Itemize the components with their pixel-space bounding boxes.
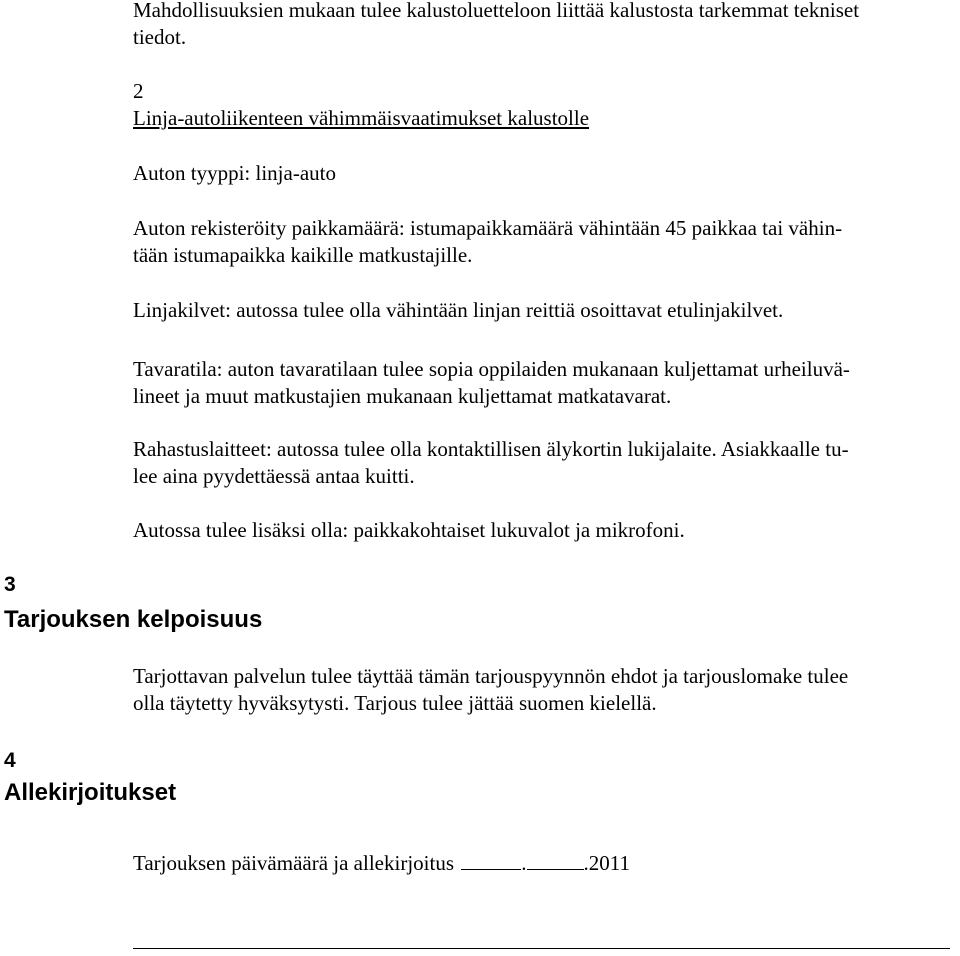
payment-devices-line-2: lee aina pyydettäessä antaa kuitti. [133,464,415,488]
date-signature-label: Tarjouksen päivämäärä ja allekirjoitus [133,851,454,875]
date-separator: . [521,851,527,875]
eligibility-line-1: Tarjottavan palvelun tulee täyttää tämän tarjouspyynnön ehdot ja tarjouslomake tulee [133,664,849,688]
seat-capacity-line-2: tään istumapaikka kaikille matkustajille. [133,243,473,267]
subsection-title: Linja-autoliikenteen vähimmäisvaatimukset kalustolle [133,106,590,130]
section-4-number: 4 [4,749,16,772]
section-3-title: Tarjouksen kelpoisuus [4,606,263,633]
signature-line[interactable] [133,948,950,949]
subsection-number: 2 [133,79,144,103]
route-signs-paragraph: Linjakilvet: autossa tulee olla vähintään linjan reittiä osoittavat etulinjakilvet. [133,298,784,322]
section-3-number: 3 [4,573,16,596]
section-4-title: Allekirjoitukset [4,779,177,806]
seat-capacity-line-1: Auton rekisteröity paikkamäärä: istumapaikkamäärä vähintään 45 paikkaa tai vähin- [133,216,843,240]
intro-line-2: tiedot. [133,25,187,49]
vehicle-type-paragraph: Auton tyyppi: linja-auto [133,161,336,185]
additional-equipment-paragraph: Autossa tulee lisäksi olla: paikkakohtaiset lukuvalot ja mikrofoni. [133,518,685,542]
date-month-blank[interactable] [527,851,584,870]
eligibility-line-2: olla täytetty hyväksytysti. Tarjous tulee jättää suomen kielellä. [133,691,657,715]
date-day-blank[interactable] [461,851,521,870]
date-year: .2011 [583,851,630,875]
luggage-line-1: Tavaratila: auton tavaratilaan tulee sopia oppilaiden mukanaan kuljettamat urheiluvä- [133,357,850,381]
intro-line-1: Mahdollisuuksien mukaan tulee kalustoluetteloon liittää kalustosta tarkemmat tekniset [133,0,860,22]
luggage-line-2: lineet ja muut matkustajien mukanaan kuljettamat matkatavarat. [133,384,672,408]
date-signature-line [133,850,630,877]
payment-devices-line-1: Rahastuslaitteet: autossa tulee olla kontaktillisen älykortin lukijalaite. Asiakkaalle tu- [133,437,849,461]
